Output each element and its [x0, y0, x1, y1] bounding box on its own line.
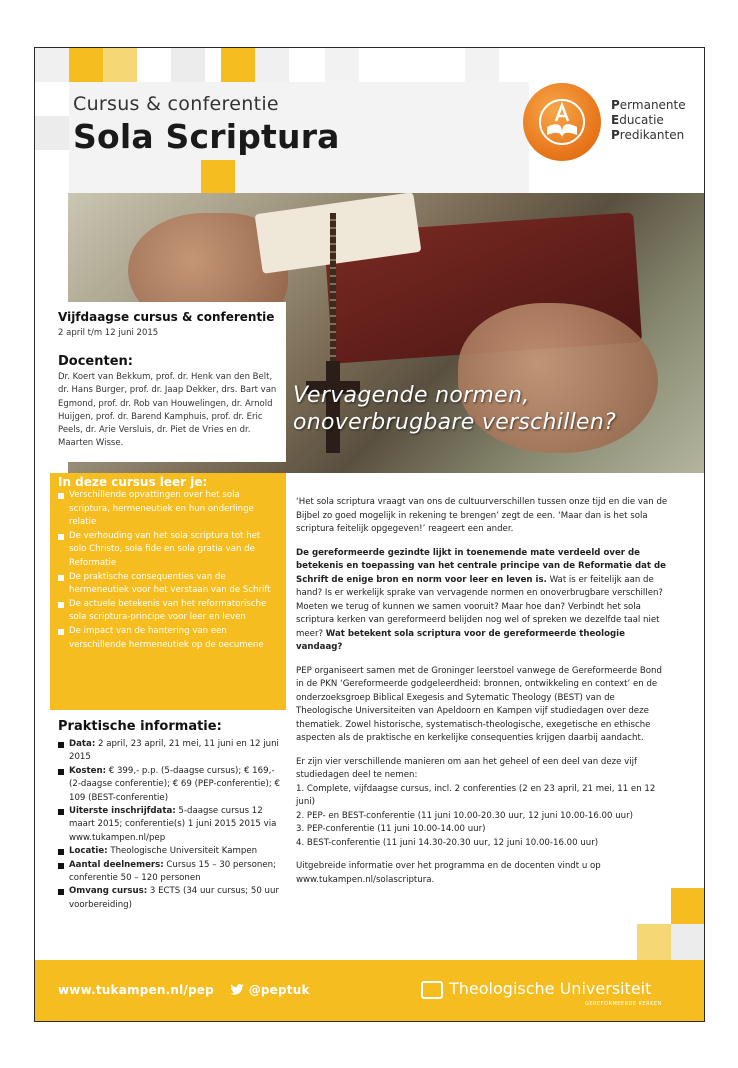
item-label: Kosten: — [69, 765, 107, 776]
deco-square — [325, 48, 359, 82]
overlay-line: Vervagende normen, — [293, 383, 530, 408]
deco-square — [671, 888, 705, 924]
logo-word: ermanente — [619, 98, 686, 112]
list-item: De actuele betekenis van het reformatorische sola scriptura-principe voor leer en leven — [58, 598, 280, 625]
body-paragraph: PEP organiseert samen met de Groninger leerstoel vanwege de Gereformeerde Bond in de PKN ‘Gereformeerde godgeleerdheid: bronnen, ontwikkeling en context’ en de onderzoeksgroep Biblical Exegesis and Sytematic Theology (BEST) van de Theologische Universiteiten van Apeldoorn en Kampen vijf studiedagen over deze thematiek. Zowel historische, systematisch-theologische, exegetische en ethische aspecten als de praktische en kerkelijke consequenties krijgen daarbij aandacht. — [296, 665, 662, 743]
list-item — [58, 859, 286, 886]
list-item — [58, 738, 286, 765]
item-text: 3 ECTS (34 uur cursus; 50 uur voorbereiding) — [69, 886, 279, 910]
list-item — [58, 805, 286, 845]
item-text: 2 april, 23 april, 21 mei, 11 juni en 12 juni 2015 — [69, 739, 279, 763]
item-text: € 399,- p.p. (5-daagse cursus); € 169,- (2-daagse conferentie); € 69 (PEP-conferentie); € 109 (BEST-conferentie) — [69, 765, 280, 803]
logo-word: redikanten — [619, 128, 685, 142]
deco-square — [69, 48, 103, 82]
options-list — [296, 783, 668, 851]
item-text: Theologische Universiteit Kampen — [107, 846, 258, 857]
body-text — [296, 496, 668, 897]
body-paragraph: Er zijn vier verschillende manieren om aan het geheel of een deel van deze vijf studiedagen deel te nemen: — [296, 756, 638, 780]
university-logo-icon — [421, 981, 443, 999]
learn-heading: In deze cursus leer je: — [58, 475, 208, 489]
option-item: 3. PEP-conferentie (11 juni 10.00-14.00 uur) — [296, 824, 486, 834]
deco-square — [35, 116, 69, 150]
deco-square — [221, 48, 255, 82]
list-item: Verschillende opvattingen over het sola scriptura, hermeneutiek en hun onderlinge relatie — [58, 489, 280, 530]
deco-square — [201, 160, 235, 194]
pep-logo-text — [611, 98, 686, 143]
deco-square — [465, 48, 499, 82]
twitter-handle: @peptuk — [248, 983, 310, 997]
deco-square — [103, 48, 137, 82]
header-subtitle: Cursus & conferentie — [73, 93, 279, 115]
item-text: 5-daagse cursus 12 maart 2015; conferentie(s) 1 juni 2015 2015 via www.tukampen.nl/pep — [69, 806, 277, 843]
practical-heading: Praktische informatie: — [58, 719, 222, 734]
poster-page — [34, 47, 705, 1022]
practical-list — [58, 738, 286, 912]
item-label: Aantal deelnemers: — [69, 859, 164, 870]
option-item: 4. BEST-conferentie (11 juni 14.30-20.30 uur, 12 juni 10.00-16.00 uur) — [296, 837, 599, 848]
logo-initial: P — [611, 98, 620, 112]
course-date: 2 april t/m 12 juni 2015 — [58, 328, 159, 338]
deco-square — [255, 48, 289, 82]
body-paragraph — [296, 547, 668, 655]
deco-square — [171, 48, 205, 82]
photo-overlay-headline — [293, 382, 616, 436]
twitter-bird-icon — [230, 984, 244, 995]
option-item: 1. Complete, vijfdaagse cursus, incl. 2 conferenties (2 en 23 april, 21 mei, 11 en 12 juni) — [296, 783, 656, 807]
deco-square — [637, 924, 671, 960]
header — [73, 93, 340, 156]
item-label: Locatie: — [69, 846, 108, 857]
learn-list — [58, 489, 280, 652]
website-link[interactable]: www.tukampen.nl/pep — [58, 983, 214, 997]
university-name: Theologische Universiteit — [449, 979, 652, 998]
deco-square — [671, 924, 705, 960]
body-bold: De gereformeerde gezindte lijkt in toenemende mate verdeeld over de betekenis en toepassing van het centrale principe van de Reformatie dat de Schrift de enige bron en norm voor leer en leven is. — [296, 547, 667, 585]
item-text: Cursus 15 – 30 personen; conferentie 50 – 120 personen — [69, 859, 276, 884]
university-subtitle: GEREFORMEERDE KERKEN — [585, 1001, 662, 1007]
pep-logo-icon — [523, 83, 601, 161]
logo-word: ducatie — [619, 113, 664, 127]
course-title: Vijfdaagse cursus & conferentie — [58, 310, 275, 324]
list-item: De verhouding van het sola scriptura tot het solo Christo, sola fide en sola gratia van de Reformatie — [58, 530, 280, 571]
list-item: De praktische consequenties van de hermeneutiek voor het verstaan van de Schrift — [58, 571, 280, 598]
logo-initial: E — [611, 113, 620, 127]
list-item: De impact van de hantering van een verschillende hermeneutiek op de oecumene — [58, 625, 280, 652]
footer — [35, 960, 705, 1022]
list-item — [58, 765, 286, 805]
page-title: Sola Scriptura — [73, 117, 340, 156]
university-brand — [421, 979, 651, 999]
item-label: Data: — [69, 739, 96, 749]
twitter-link[interactable] — [230, 983, 309, 997]
option-item: 2. PEP- en BEST-conferentie (11 juni 10.00-20.30 uur, 12 juni 10.00-16.00 uur) — [296, 810, 634, 821]
item-label: Uiterste inschrijfdata: — [69, 806, 176, 817]
body-span: Wat is er feitelijk aan de hand? Is er werkelijk sprake van vervagende normen en onoverbrugbare verschillen? Moeten we terug of kunnen we samen vooruit? Maar hoe dan? Verbindt het sola scriptura kerken van gereformeerd belijden nog wel of spreken we dezelfde taal niet meer? — [296, 574, 663, 639]
deco-square — [35, 48, 69, 82]
overlay-line: onoverbrugbare verschillen? — [293, 410, 617, 435]
item-label: Omvang cursus: — [69, 886, 148, 897]
teachers-heading: Docenten: — [58, 354, 133, 369]
body-paragraph: ‘Het sola scriptura vraagt van ons de cultuurverschillen tussen onze tijd en die van de Bijbel zo goed mogelijk in rekening te brengen’ zegt de een. ‘Maar dan is het sola scriptura feitelijk opgegeven!’ reageert een ander. — [296, 497, 668, 534]
logo-initial: P — [611, 128, 620, 142]
photo-rosary-beads — [330, 213, 336, 363]
body-paragraph: Uitgebreide informatie over het programma en de docenten vindt u op www.tukampen.nl/solascriptura. — [296, 861, 601, 885]
list-item — [58, 885, 286, 912]
open-book-icon — [523, 83, 601, 161]
body-bold: Wat betekent sola scriptura voor de gereformeerde theologie vandaag? — [296, 628, 625, 652]
teachers-list: Dr. Koert van Bekkum, prof. dr. Henk van den Belt, dr. Hans Burger, prof. dr. Jaap Dekker, drs. Bart van Egmond, prof. dr. Rob van Houwelingen, dr. Arnold Huijgen, prof. dr. Barend Kamphuis, prof. dr. Eric Peels, dr. Arie Versluis, dr. Piet de Vries en dr. Maarten Wisse. — [58, 372, 277, 449]
footer-links — [58, 983, 310, 997]
list-item — [58, 845, 286, 858]
